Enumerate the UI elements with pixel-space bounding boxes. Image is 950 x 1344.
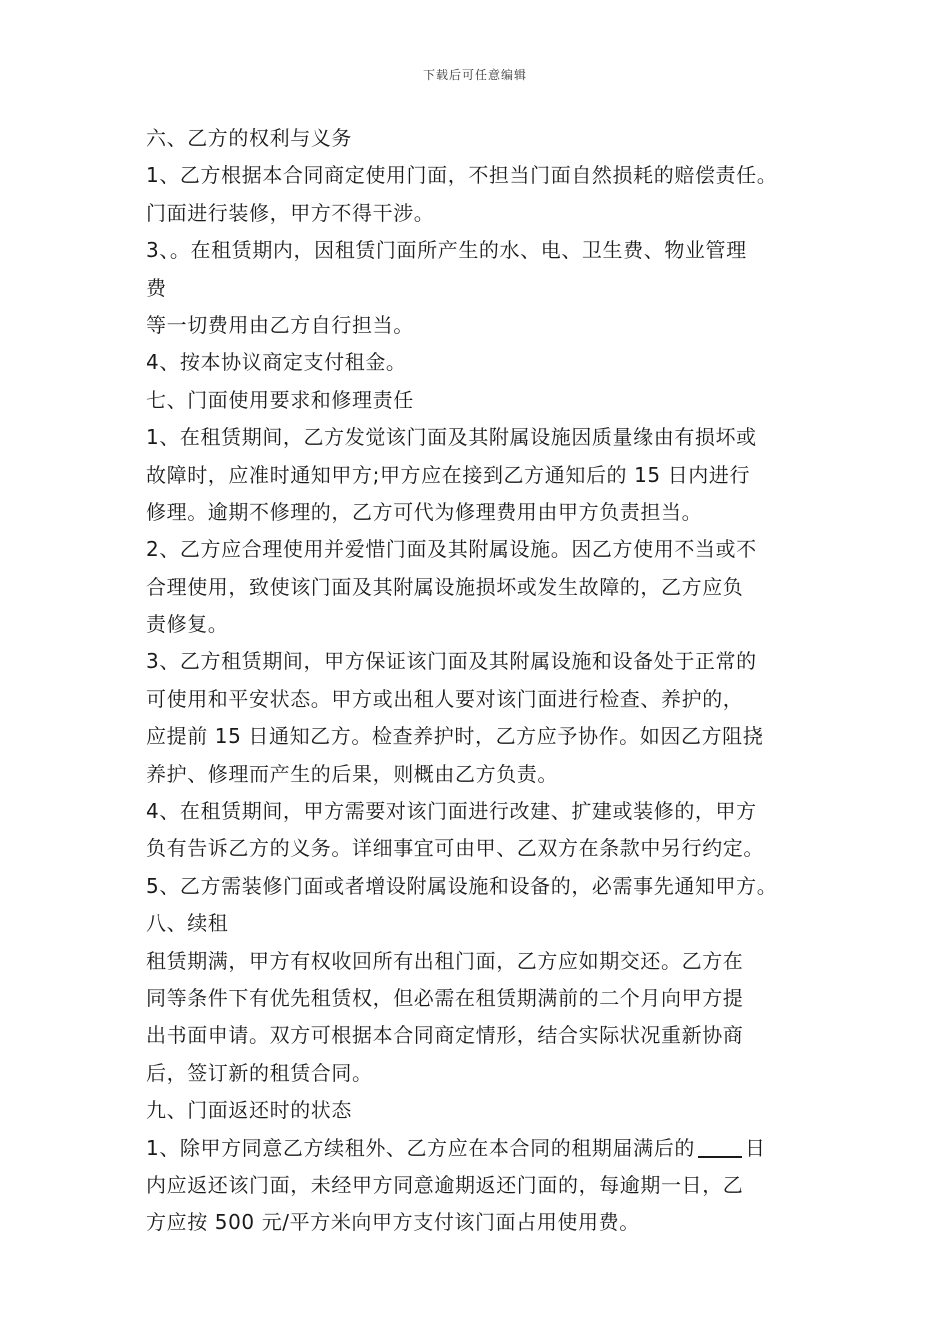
paragraph-line: 2、乙方应合理使用并爱惜门面及其附属设施。因乙方使用不当或不 <box>146 537 757 562</box>
paragraph-line: 出书面申请。双方可根据本合同商定情形，结合实际状况重新协商 <box>146 1023 744 1048</box>
paragraph-line: 1、在租赁期间，乙方发觉该门面及其附属设施因质量缘由有损坏或 <box>146 425 757 450</box>
fill-in-blank <box>698 1136 742 1158</box>
paragraph-line: 门面进行装修，甲方不得干涉。 <box>146 200 435 225</box>
paragraph-line: 等一切费用由乙方自行担当。 <box>146 312 414 337</box>
section-heading-6: 六、乙方的权利与义务 <box>146 126 352 150</box>
page-header: 下载后可任意编辑 <box>422 68 527 82</box>
paragraph-line: 应提前 15 日通知乙方。检查养护时，乙方应予协作。如因乙方阻挠 <box>146 724 764 749</box>
paragraph-line: 养护、修理而产生的后果，则概由乙方负责。 <box>146 761 558 786</box>
paragraph-line: 故障时，应准时通知甲方;甲方应在接到乙方通知后的 15 日内进行 <box>146 462 751 487</box>
paragraph-line: 5、乙方需装修门面或者增设附属设施和设备的，必需事先通知甲方。 <box>146 873 778 898</box>
paragraph-line: 3、。在租赁期内，因租赁门面所产生的水、电、卫生费、物业管理 <box>146 238 747 263</box>
section-heading-8: 八、续租 <box>146 911 229 936</box>
paragraph-line: 可使用和平安状态。甲方或出租人要对该门面进行检查、养护的， <box>146 686 744 711</box>
paragraph-line: 合理使用，致使该门面及其附属设施损坏或发生故障的，乙方应负 <box>146 574 744 599</box>
paragraph-line: 修理。逾期不修理的，乙方可代为修理费用由甲方负责担当。 <box>146 499 703 524</box>
paragraph-line: 租赁期满，甲方有权收回所有出租门面，乙方应如期交还。乙方在 <box>146 948 744 973</box>
blank-line-after-text: 日 <box>744 1135 766 1160</box>
paragraph-line: 后，签订新的租赁合同。 <box>146 1060 373 1085</box>
paragraph-line-with-blank <box>146 1130 826 1167</box>
section-heading-9: 九、门面返还时的状态 <box>146 1098 352 1123</box>
paragraph-line: 费 <box>146 275 167 300</box>
paragraph-line: 方应按 500 元/平方米向甲方支付该门面占用使用费。 <box>146 1210 640 1235</box>
paragraph-line: 3、乙方租赁期间，甲方保证该门面及其附属设施和设备处于正常的 <box>146 649 757 674</box>
paragraph-line: 负有告诉乙方的义务。详细事宜可由甲、乙双方在条款中另行约定。 <box>146 836 764 861</box>
paragraph-line: 4、按本协议商定支付租金。 <box>146 350 407 375</box>
paragraph-line: 4、在租赁期间，甲方需要对该门面进行改建、扩建或装修的，甲方 <box>146 799 757 824</box>
blank-line-before-text: 1、除甲方同意乙方续租外、乙方应在本合同的租期届满后的 <box>146 1135 695 1160</box>
paragraph-line: 同等条件下有优先租赁权，但必需在租赁期满前的二个月向甲方提 <box>146 985 744 1010</box>
section-heading-7: 七、门面使用要求和修理责任 <box>146 387 414 412</box>
paragraph-line: 1、乙方根据本合同商定使用门面，不担当门面自然损耗的赔偿责任。 <box>146 163 778 188</box>
paragraph-line: 责修复。 <box>146 612 229 637</box>
document-body <box>146 120 826 1242</box>
paragraph-line: 内应返还该门面，未经甲方同意逾期返还门面的，每逾期一日，乙 <box>146 1172 744 1197</box>
